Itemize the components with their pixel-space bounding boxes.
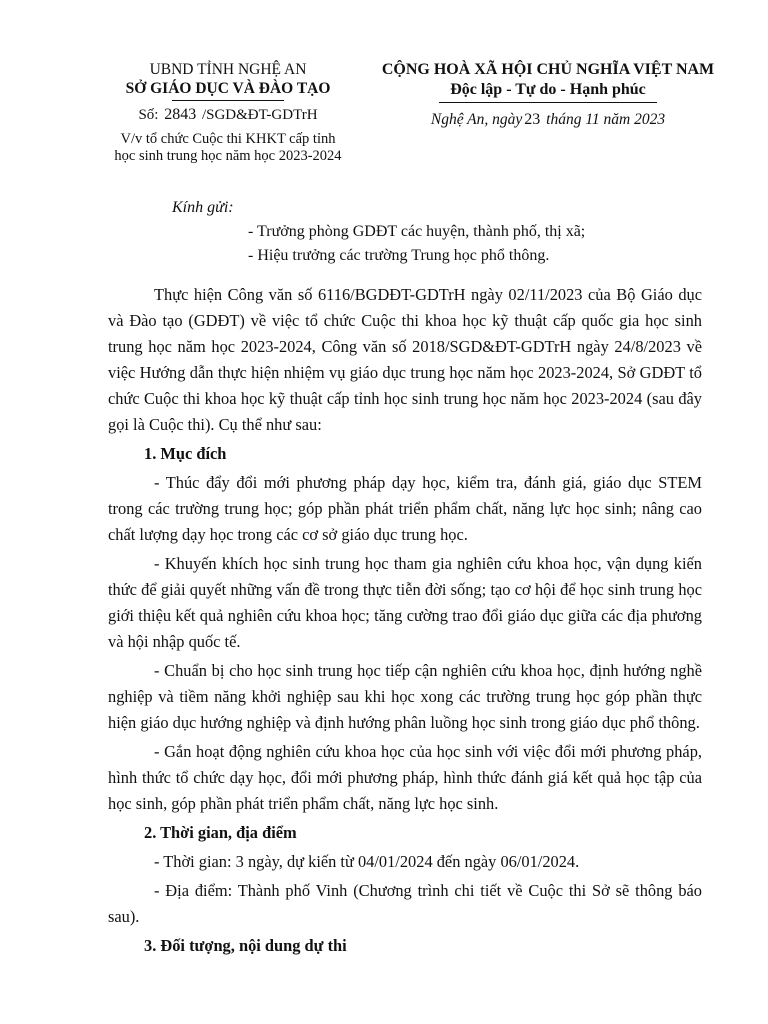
- national-motto: Độc lập - Tự do - Hạnh phúc: [450, 81, 646, 98]
- section-1-item: - Khuyến khích học sinh trung học tham gia nghiên cứu khoa học, vận dụng kiến thức để giải quyết những vấn đề trong thực tiễn đời sống; tạo cơ hội để học sinh trung học giới thiệu kết quả nghiên cứu khoa học; tăng cường trao đổi giáo dục giữa các địa phương và hội nhập quốc tế.: [108, 554, 702, 651]
- section-1-item: - Thúc đẩy đổi mới phương pháp dạy học, kiểm tra, đánh giá, giáo dục STEM trong các trường trung học; góp phần phát triển phẩm chất, năng lực học sinh; nâng cao chất lượng dạy học trong các cơ sở giáo dục trung học.: [108, 473, 702, 544]
- section-1-heading: 1. Mục đích: [144, 444, 227, 463]
- organization-underline: [172, 100, 284, 101]
- date-suffix: tháng 11 năm 2023: [546, 111, 666, 128]
- parent-organization: UBND TỈNH NGHỆ AN: [149, 61, 307, 78]
- issuing-organization: SỞ GIÁO DỤC VÀ ĐÀO TẠO: [125, 80, 331, 97]
- document-number: [92, 105, 364, 125]
- subject-line-1: V/v tổ chức Cuộc thi KHKT cấp tỉnh: [120, 131, 336, 147]
- issuing-authority-block: [92, 60, 364, 165]
- section-1-item: - Chuẩn bị cho học sinh trung học tiếp cận nghiên cứu khoa học, định hướng nghề nghiệp và tiềm năng khởi nghiệp sau khi học xong các trường trung học góp phần thực hiện giáo dục hướng nghiệp và định hướng phân luồng học sinh trong giáo dục phổ thông.: [108, 661, 702, 732]
- document-number-suffix: /SGD&ĐT-GDTrH: [201, 107, 318, 123]
- section-2-item: - Thời gian: 3 ngày, dự kiến từ 04/01/2024 đến ngày 06/01/2024.: [154, 852, 580, 871]
- date-day: 23: [524, 111, 541, 128]
- issue-date: [362, 110, 734, 130]
- section-2-item: - Địa điểm: Thành phố Vinh (Chương trình chi tiết về Cuộc thi Sở sẽ thông báo sau).: [108, 881, 702, 926]
- subject-line-2: học sinh trung học năm học 2023-2024: [114, 148, 342, 164]
- recipients-greeting: Kính gửi:: [172, 199, 234, 216]
- national-header-block: [362, 60, 734, 130]
- motto-underline: [439, 102, 657, 103]
- document-subject: [92, 131, 364, 165]
- section-2-heading: 2. Thời gian, địa điểm: [144, 823, 297, 842]
- document-number-value: 2843: [164, 106, 197, 123]
- recipient-item: - Trưởng phòng GDĐT các huyện, thành phố, thị xã;: [248, 223, 586, 240]
- national-title: CỘNG HOÀ XÃ HỘI CHỦ NGHĨA VIỆT NAM: [381, 61, 715, 78]
- document-number-label: Số:: [138, 107, 159, 123]
- intro-paragraph: Thực hiện Công văn số 6116/BGDĐT-GDTrH ngày 02/11/2023 của Bộ Giáo dục và Đào tạo (GDĐT) về việc tổ chức Cuộc thi khoa học kỹ thuật cấp quốc gia học sinh trung học năm học 2023-2024, Công văn số 2018/SGD&ĐT-GDTrH ngày 24/8/2023 về việc Hướng dẫn thực hiện nhiệm vụ giáo dục trung học năm học 2023-2024, Sở GDĐT tổ chức Cuộc thi khoa học kỹ thuật cấp tỉnh học sinh trung học năm học 2023-2024 (sau đây gọi là Cuộc thi). Cụ thể như sau:: [108, 285, 702, 434]
- date-prefix: Nghệ An, ngày: [430, 111, 523, 128]
- recipients-block: [172, 196, 732, 268]
- section-1-item: - Gắn hoạt động nghiên cứu khoa học của học sinh với việc đổi mới phương pháp, hình thức tổ chức dạy học, đổi mới phương pháp, hình thức đánh giá kết quả học tập của học sinh, góp phần phát triển phẩm chất, năng lực học sinh.: [108, 742, 702, 813]
- section-3-heading: 3. Đối tượng, nội dung dự thi: [144, 936, 347, 955]
- document-body: [108, 282, 702, 962]
- recipient-item: - Hiệu trưởng các trường Trung học phổ thông.: [248, 247, 550, 264]
